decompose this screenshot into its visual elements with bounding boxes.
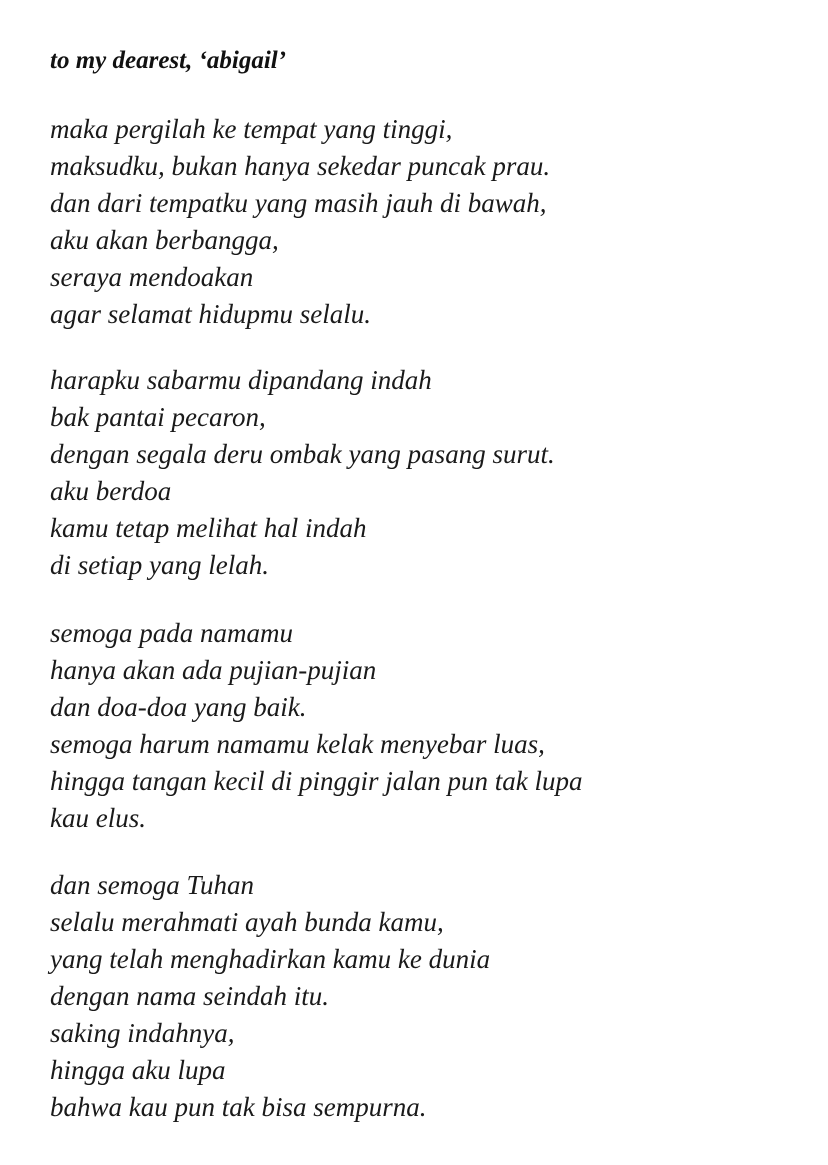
poem-line: hingga tangan kecil di pinggir jalan pun tak lupa [50, 766, 583, 796]
poem-line: semoga harum namamu kelak menyebar luas, [50, 729, 545, 759]
stanza-3 [50, 615, 582, 837]
poem-line: aku berdoa [50, 476, 172, 506]
poem-line: kau elus. [50, 803, 146, 833]
poem-line: saking indahnya, [50, 1018, 235, 1048]
poem-line: bak pantai pecaron, [50, 402, 266, 432]
poem-line: kamu tetap melihat hal indah [50, 513, 367, 543]
stanza-1 [50, 111, 550, 333]
poem-line: yang telah menghadirkan kamu ke dunia [50, 944, 491, 974]
poem-line: harapku sabarmu dipandang indah [50, 365, 432, 395]
poem-line: maksudku, bukan hanya sekedar puncak prau. [50, 151, 551, 181]
poem-line: hanya akan ada pujian-pujian [50, 655, 377, 685]
poem-line: dengan segala deru ombak yang pasang surut. [50, 439, 555, 469]
poem-line: seraya mendoakan [50, 262, 254, 292]
poem-line: maka pergilah ke tempat yang tinggi, [50, 114, 453, 144]
poem-line: semoga pada namamu [50, 618, 293, 648]
poem-line: di setiap yang lelah. [50, 550, 269, 580]
poem-line: dengan nama seindah itu. [50, 981, 329, 1011]
poem-line: dan doa-doa yang baik. [50, 692, 307, 722]
poem-line: agar selamat hidupmu selalu. [50, 299, 371, 329]
poem-line: hingga aku lupa [50, 1055, 226, 1085]
poem-line: selalu merahmati ayah bunda kamu, [50, 907, 444, 937]
poem-line: bahwa kau pun tak bisa sempurna. [50, 1092, 427, 1122]
poem-title: to my dearest, ‘abigail’ [50, 47, 287, 74]
poem-line: dan dari tempatku yang masih jauh di bawah, [50, 188, 547, 218]
poem-line: dan semoga Tuhan [50, 870, 255, 900]
stanza-2 [50, 362, 555, 584]
poem-line: aku akan berbangga, [50, 225, 279, 255]
stanza-4 [50, 867, 490, 1126]
